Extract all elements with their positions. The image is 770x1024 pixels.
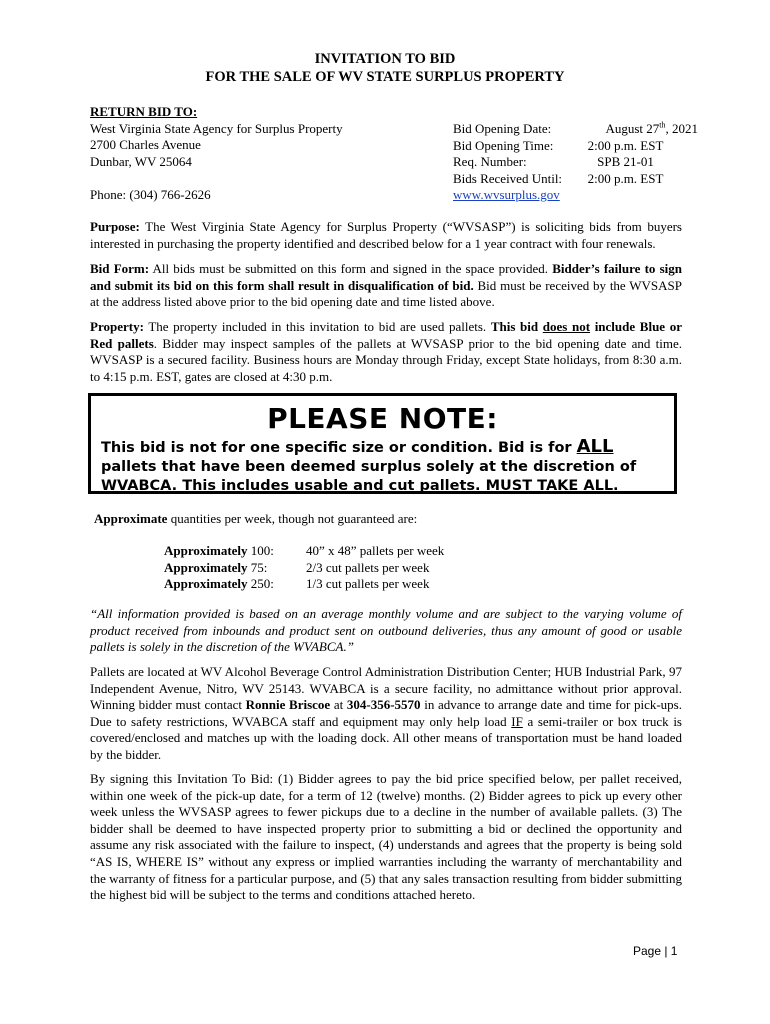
disclaimer-quote: “All information provided is based on an average monthly volume and are subject to the varying volume of product received from inbounds and product sent on outbound deliveries, thus any amount of good or usable pallets is solely in the discretion of the WVABCA.” (90, 606, 682, 655)
quantities-list (164, 543, 444, 593)
property-paragraph: Property: The property included in this invitation to bid are used pallets. This bid does not include Blue or Red pallets. Bidder may inspect samples of the pallets at WVSASP prior to the bid opening date and time. WVSASP is a secured facility. Business hours are Monday through Friday, except State holidays, from 8:30 a.m. to 4:15 p.m. EST, gates are closed at 4:30 p.m. (90, 319, 682, 384)
please-note-heading: PLEASE NOTE: (267, 402, 498, 435)
website-link[interactable]: www.wvsurplus.gov (453, 187, 560, 202)
bid-form-paragraph: Bid Form: All bids must be submitted on this form and signed in the space provided. Bidder’s failure to sign and submit its bid on this form shall result in disqualification of bid. Bid must be received by the WVSASP at the address listed above prior to the bid opening date and time listed above. (90, 261, 682, 310)
received-until-value: 2:00 p.m. EST (587, 170, 664, 186)
please-note-body: This bid is not for one specific size or condition. Bid is for ALL pallets that have been deemed surplus solely at the discretion of WVABCA. This includes usable and cut pallets. MUST TAKE ALL. (101, 436, 637, 494)
opening-time-label: Bid Opening Time: (453, 137, 554, 153)
please-note-box (88, 393, 677, 494)
bid-info-row (453, 171, 698, 188)
return-label: RETURN BID TO: (90, 104, 198, 119)
received-until-label: Bids Received Until: (453, 170, 563, 186)
location-paragraph: Pallets are located at WV Alcohol Beverage Control Administration Distribution Center; HUB Industrial Park, 97 Independent Avenue, Nitro, WV 25143. WVABCA is a secure facility, no admittance without prior approval. Winning bidder must contact Ronnie Briscoe at 304-356-5570 in advance to arrange date and time for pick-ups. Due to safety restrictions, WVABCA staff and equipment may only help load IF a semi-trailer or box truck is covered/enclosed and matches up with the loading dock. All other means of transportation must be hand loaded by the bidder. (90, 664, 682, 762)
address-line: Dunbar, WV 25064 (90, 153, 192, 169)
opening-date-value: August 27th, 2021 (605, 120, 698, 136)
opening-time-value: 2:00 p.m. EST (587, 137, 664, 153)
doc-title: INVITATION TO BID (314, 51, 456, 67)
terms-paragraph: By signing this Invitation To Bid: (1) Bidder agrees to pay the bid price specified below, per pallet received, within one week of the pick-up date, for a term of 12 (twelve) months. (2) Bidder agrees to pick up every other week unless the WVSASP agrees to fewer pickups due to a decline in the number of available pallets. (3) The bidder shall be deemed to have inspected property prior to submitting a bid or declined the opportunity and assume any risk associated with the failure to inspect, (4) understands and agrees that the property is being sold “AS IS, WHERE IS” without any express or implied warranties including the warranty of merchantability and the warranty of fitness for a particular purpose, and (5) that any sales transaction resulting from bidder submitting the highest bid will be subject to the terms and conditions attached hereto. (90, 771, 682, 903)
quantities-intro: Approximate quantities per week, though not guaranteed are: (94, 511, 418, 526)
opening-date-label: Bid Opening Date: (453, 121, 552, 136)
bid-info-row (453, 154, 698, 171)
bid-info-row (453, 138, 698, 155)
quantity-row: Approximately 250: 1/3 cut pallets per week (164, 576, 430, 591)
address-line: West Virginia State Agency for Surplus Property (90, 120, 343, 136)
bid-info-row (453, 121, 698, 138)
req-number-value: SPB 21-01 (597, 154, 654, 169)
address-line: 2700 Charles Avenue (90, 137, 201, 152)
quantity-row: Approximately 75: 2/3 cut pallets per week (164, 559, 430, 575)
purpose-paragraph: Purpose: The West Virginia State Agency for Surplus Property (“WVSASP”) is soliciting bids from buyers interested in purchasing the property identified and described below for a 1 year contract with four renewals. (90, 219, 682, 251)
bid-info-table (453, 121, 698, 204)
return-address-block (90, 104, 343, 170)
doc-subtitle: FOR THE SALE OF WV STATE SURPLUS PROPERTY (205, 69, 565, 85)
req-number-label: Req. Number: (453, 154, 527, 169)
page-number: Page | 1 (633, 944, 678, 958)
phone-number: Phone: (304) 766-2626 (90, 187, 211, 202)
quantity-row: Approximately 100: 40” x 48” pallets per week (164, 543, 445, 558)
